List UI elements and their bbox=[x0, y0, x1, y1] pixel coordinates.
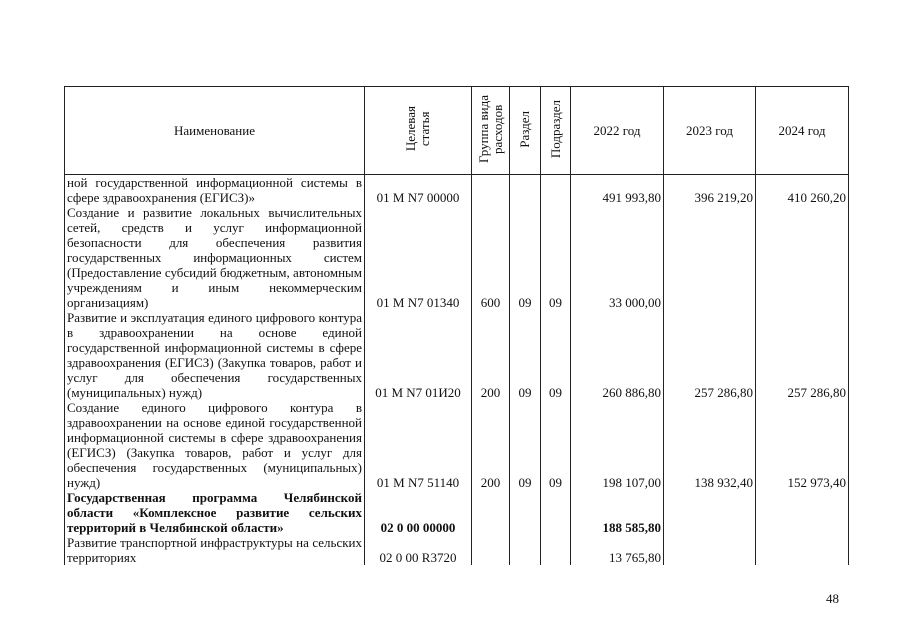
header-podrazdel: Подраздел bbox=[541, 87, 571, 175]
row-target: 02 0 00 00000 bbox=[365, 490, 472, 535]
row-name: Государственная программа Челябинской области «Комплексное развитие сельских территорий в Челябинской области» bbox=[65, 490, 365, 535]
row-podrazdel bbox=[541, 535, 571, 565]
row-2023: 138 932,40 bbox=[664, 400, 756, 490]
budget-table bbox=[64, 86, 849, 565]
row-group: 600 bbox=[472, 205, 510, 310]
table-row bbox=[65, 310, 849, 400]
header-2022: 2022 год bbox=[571, 87, 664, 175]
row-razdel: 09 bbox=[510, 400, 541, 490]
header-2024: 2024 год bbox=[756, 87, 849, 175]
row-2022: 33 000,00 bbox=[571, 205, 664, 310]
row-group: 200 bbox=[472, 400, 510, 490]
row-group: 200 bbox=[472, 310, 510, 400]
row-name: Создание единого цифрового контура в здравоохранении на основе единой государственной информационной системы в сфере здравоохранения (ЕГИСЗ) (Закупка товаров, работ и услуг для обеспечения государственных (муниципальных) нужд) bbox=[65, 400, 365, 490]
row-2024: 257 286,80 bbox=[756, 310, 849, 400]
row-razdel: 09 bbox=[510, 205, 541, 310]
table-header bbox=[65, 87, 849, 175]
row-name: Создание и развитие локальных вычислительных сетей, средств и услуг информационной безопасности для обеспечения развития государственных информационных систем (Предоставление субсидий бюджетным, автономным учреждениям и иным некоммерческим организациям) bbox=[65, 205, 365, 310]
row-razdel: 09 bbox=[510, 310, 541, 400]
table-row bbox=[65, 400, 849, 490]
row-target: 01 М N7 00000 bbox=[365, 175, 472, 206]
row-group bbox=[472, 175, 510, 206]
row-2024: 410 260,20 bbox=[756, 175, 849, 206]
row-2023 bbox=[664, 535, 756, 565]
row-name: Развитие и эксплуатация единого цифрового контура в здравоохранении на основе единой государственной информационной системы в сфере здравоохранения (ЕГИСЗ) (Закупка товаров, работ и услуг для обеспечения государственных (муниципальных) нужд) bbox=[65, 310, 365, 400]
row-target: 01 М N7 51140 bbox=[365, 400, 472, 490]
header-2023: 2023 год bbox=[664, 87, 756, 175]
row-2023: 396 219,20 bbox=[664, 175, 756, 206]
row-2023: 257 286,80 bbox=[664, 310, 756, 400]
row-group bbox=[472, 535, 510, 565]
row-2024 bbox=[756, 535, 849, 565]
row-podrazdel: 09 bbox=[541, 205, 571, 310]
table-row bbox=[65, 175, 849, 206]
row-2022: 491 993,80 bbox=[571, 175, 664, 206]
table-row bbox=[65, 490, 849, 535]
header-name: Наименование bbox=[65, 87, 365, 175]
row-2023 bbox=[664, 490, 756, 535]
row-razdel bbox=[510, 535, 541, 565]
row-2024: 152 973,40 bbox=[756, 400, 849, 490]
row-podrazdel: 09 bbox=[541, 310, 571, 400]
row-2024 bbox=[756, 490, 849, 535]
row-podrazdel bbox=[541, 175, 571, 206]
row-2022: 188 585,80 bbox=[571, 490, 664, 535]
header-target: Целевая статья bbox=[365, 87, 472, 175]
row-razdel bbox=[510, 490, 541, 535]
row-target: 01 М N7 01И20 bbox=[365, 310, 472, 400]
table-row bbox=[65, 205, 849, 310]
row-2024 bbox=[756, 205, 849, 310]
row-name: ной государственной информационной системы в сфере здравоохранения (ЕГИСЗ)» bbox=[65, 175, 365, 206]
row-name: Развитие транспортной инфраструктуры на сельских территориях bbox=[65, 535, 365, 565]
row-group bbox=[472, 490, 510, 535]
row-target: 01 М N7 01340 bbox=[365, 205, 472, 310]
table-body bbox=[65, 175, 849, 566]
row-2022: 260 886,80 bbox=[571, 310, 664, 400]
row-razdel bbox=[510, 175, 541, 206]
row-2022: 198 107,00 bbox=[571, 400, 664, 490]
header-razdel: Раздел bbox=[510, 87, 541, 175]
table-row bbox=[65, 535, 849, 565]
row-target: 02 0 00 R3720 bbox=[365, 535, 472, 565]
row-podrazdel bbox=[541, 490, 571, 535]
row-2022: 13 765,80 bbox=[571, 535, 664, 565]
row-podrazdel: 09 bbox=[541, 400, 571, 490]
row-2023 bbox=[664, 205, 756, 310]
page-number: 48 bbox=[826, 591, 839, 606]
header-group: Группа вида расходов bbox=[472, 87, 510, 175]
